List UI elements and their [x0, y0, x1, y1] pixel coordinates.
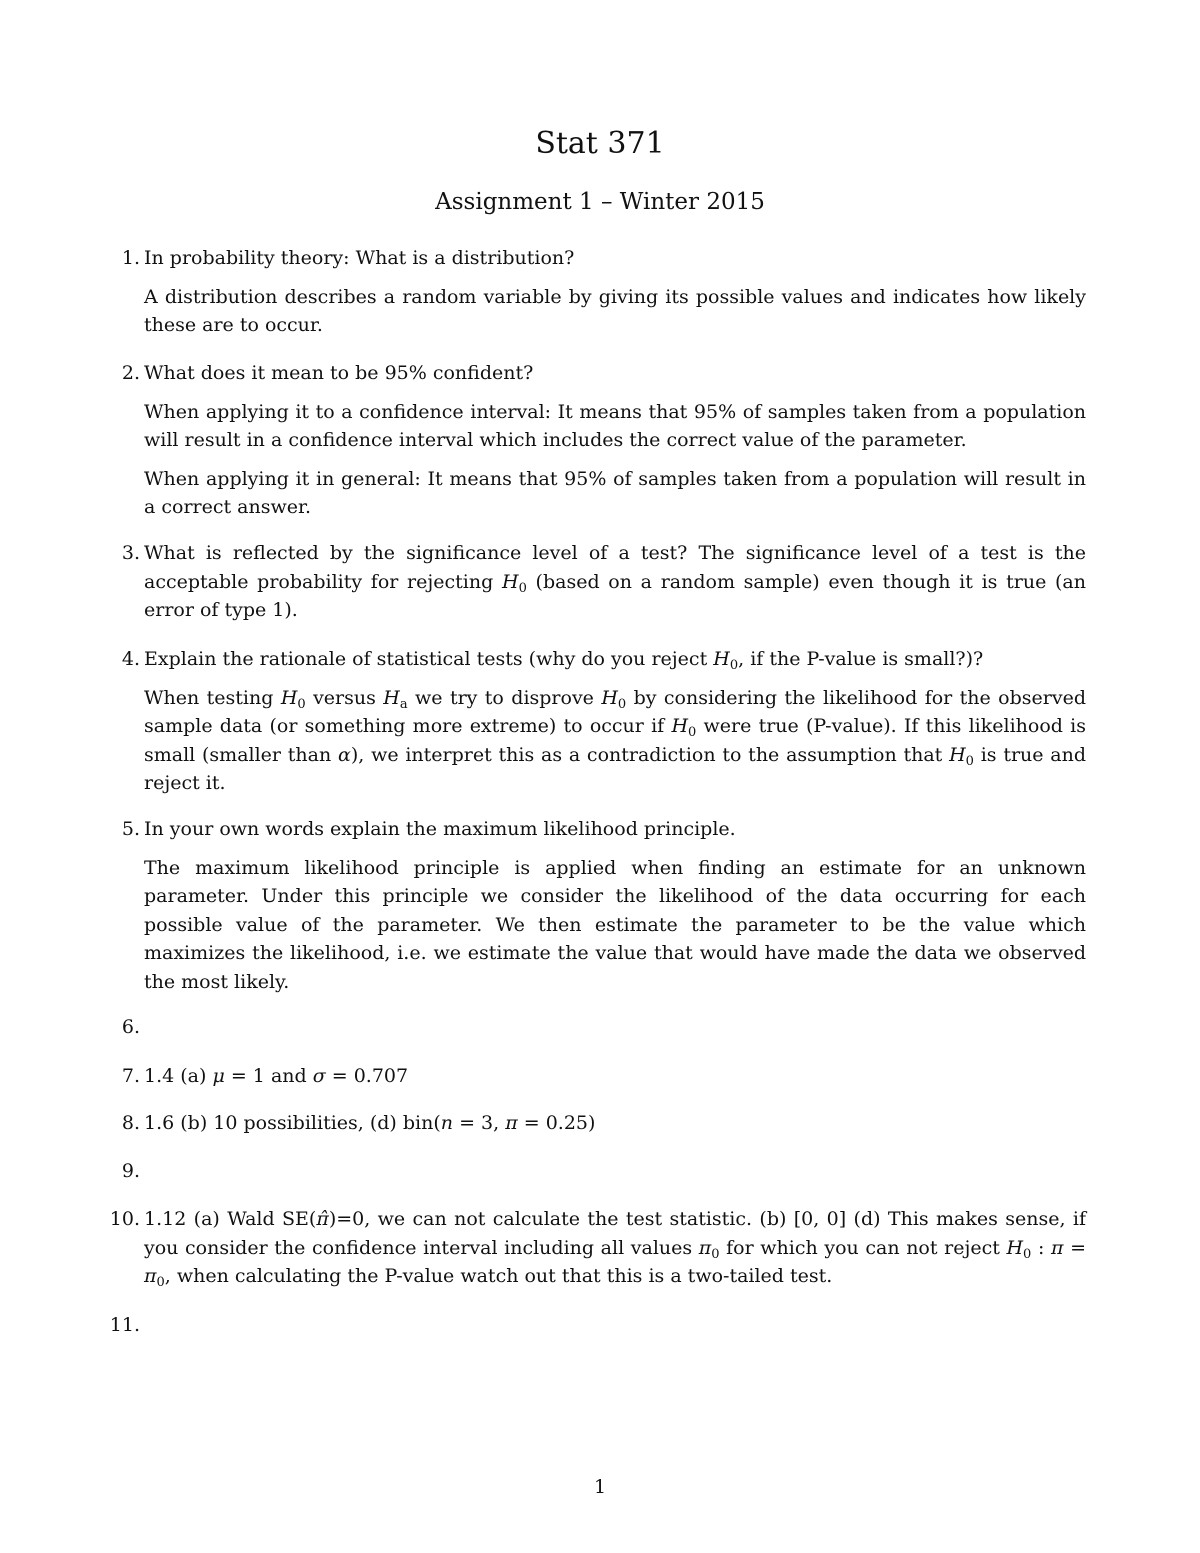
- question-text: Explain the rationale of statistical tests (why do you reject $H_0$, if the P-value is small?)?: [144, 648, 984, 673]
- list-item: [121, 645, 1087, 798]
- answer-text: When applying it to a confidence interval: It means that 95% of samples taken from a population will result in a confidence interval which includes the correct value of the parameter.: [144, 400, 1086, 451]
- answer-text: 1.6 (b) 10 possibilities, (d) bin(n = 3, π = 0.25): [144, 1112, 596, 1134]
- page-subtitle: Assignment 1 – Winter 2015: [435, 189, 765, 215]
- answer-text: When applying it in general: It means that 95% of samples taken from a population will result in a correct answer.: [144, 467, 1086, 518]
- list-item: [121, 1013, 1086, 1042]
- page-title: Stat 371: [535, 126, 665, 161]
- question-answer-text: What is reflected by the significance level of a test? The significance level of a test is the acceptable probability for rejecting $H_0$ (based on a random sample) even though it is true (an error of type 1).: [144, 542, 1086, 621]
- list-item: [121, 1109, 1086, 1138]
- item-number: 2.: [121, 362, 140, 384]
- item-number: 6.: [121, 1016, 140, 1038]
- page-number: 1: [593, 1476, 607, 1498]
- question-text: In your own words explain the maximum likelihood principle.: [144, 818, 736, 840]
- list-item: [109, 1205, 1086, 1291]
- item-number: 10.: [109, 1208, 140, 1230]
- answer-text: The maximum likelihood principle is applied when finding an estimate for an unknown parameter. Under this principle we consider the likelihood of the data occurring for each possible value of the parameter. We then estimate the parameter to be the value which maximizes the likelihood, i.e. we estimate the value that would have made the data we observed the most likely.: [144, 856, 1086, 993]
- question-text: What does it mean to be 95% confident?: [144, 362, 534, 384]
- answer-text: 1.12 (a) Wald SE(π̂)=0, we can not calculate the test statistic. (b) [0, 0] (d) This makes sense, if you consider the confidence interval including all values $\pi_0$ for which you can not reject $H_0$ : $\pi = \pi_0$, when calculating the P-value watch out that this is a two-tailed test.: [144, 1208, 1086, 1290]
- item-number: 7.: [121, 1065, 140, 1087]
- list-item: [121, 1157, 1086, 1186]
- item-number: 5.: [121, 818, 140, 840]
- item-number: 1.: [121, 247, 140, 269]
- list-item: [121, 244, 1086, 340]
- list-item: [121, 1062, 1086, 1091]
- item-number: 9.: [121, 1160, 140, 1182]
- list-item: [121, 539, 1086, 625]
- list-item: [121, 815, 1086, 996]
- answer-text: 1.4 (a) μ = 1 and σ = 0.707: [144, 1065, 409, 1087]
- item-number: 11.: [109, 1314, 140, 1336]
- item-number: 4.: [121, 648, 140, 670]
- list-item: [121, 359, 1086, 522]
- item-number: 8.: [121, 1112, 140, 1134]
- list-item: [109, 1311, 1086, 1340]
- answer-text: A distribution describes a random variable by giving its possible values and indicates how likely these are to occur.: [144, 285, 1086, 336]
- answer-text: When testing $H_0$ versus $H_a$ we try to disprove $H_0$ by considering the likelihood for the observed sample data (or something more extreme) to occur if $H_0$ were true (P-value). If this likelihood is small (smaller than α), we interpret this as a contradiction to the assumption that $H_0$ is true and reject it.: [144, 686, 1087, 794]
- question-text: In probability theory: What is a distribution?: [144, 247, 575, 269]
- item-number: 3.: [121, 542, 140, 564]
